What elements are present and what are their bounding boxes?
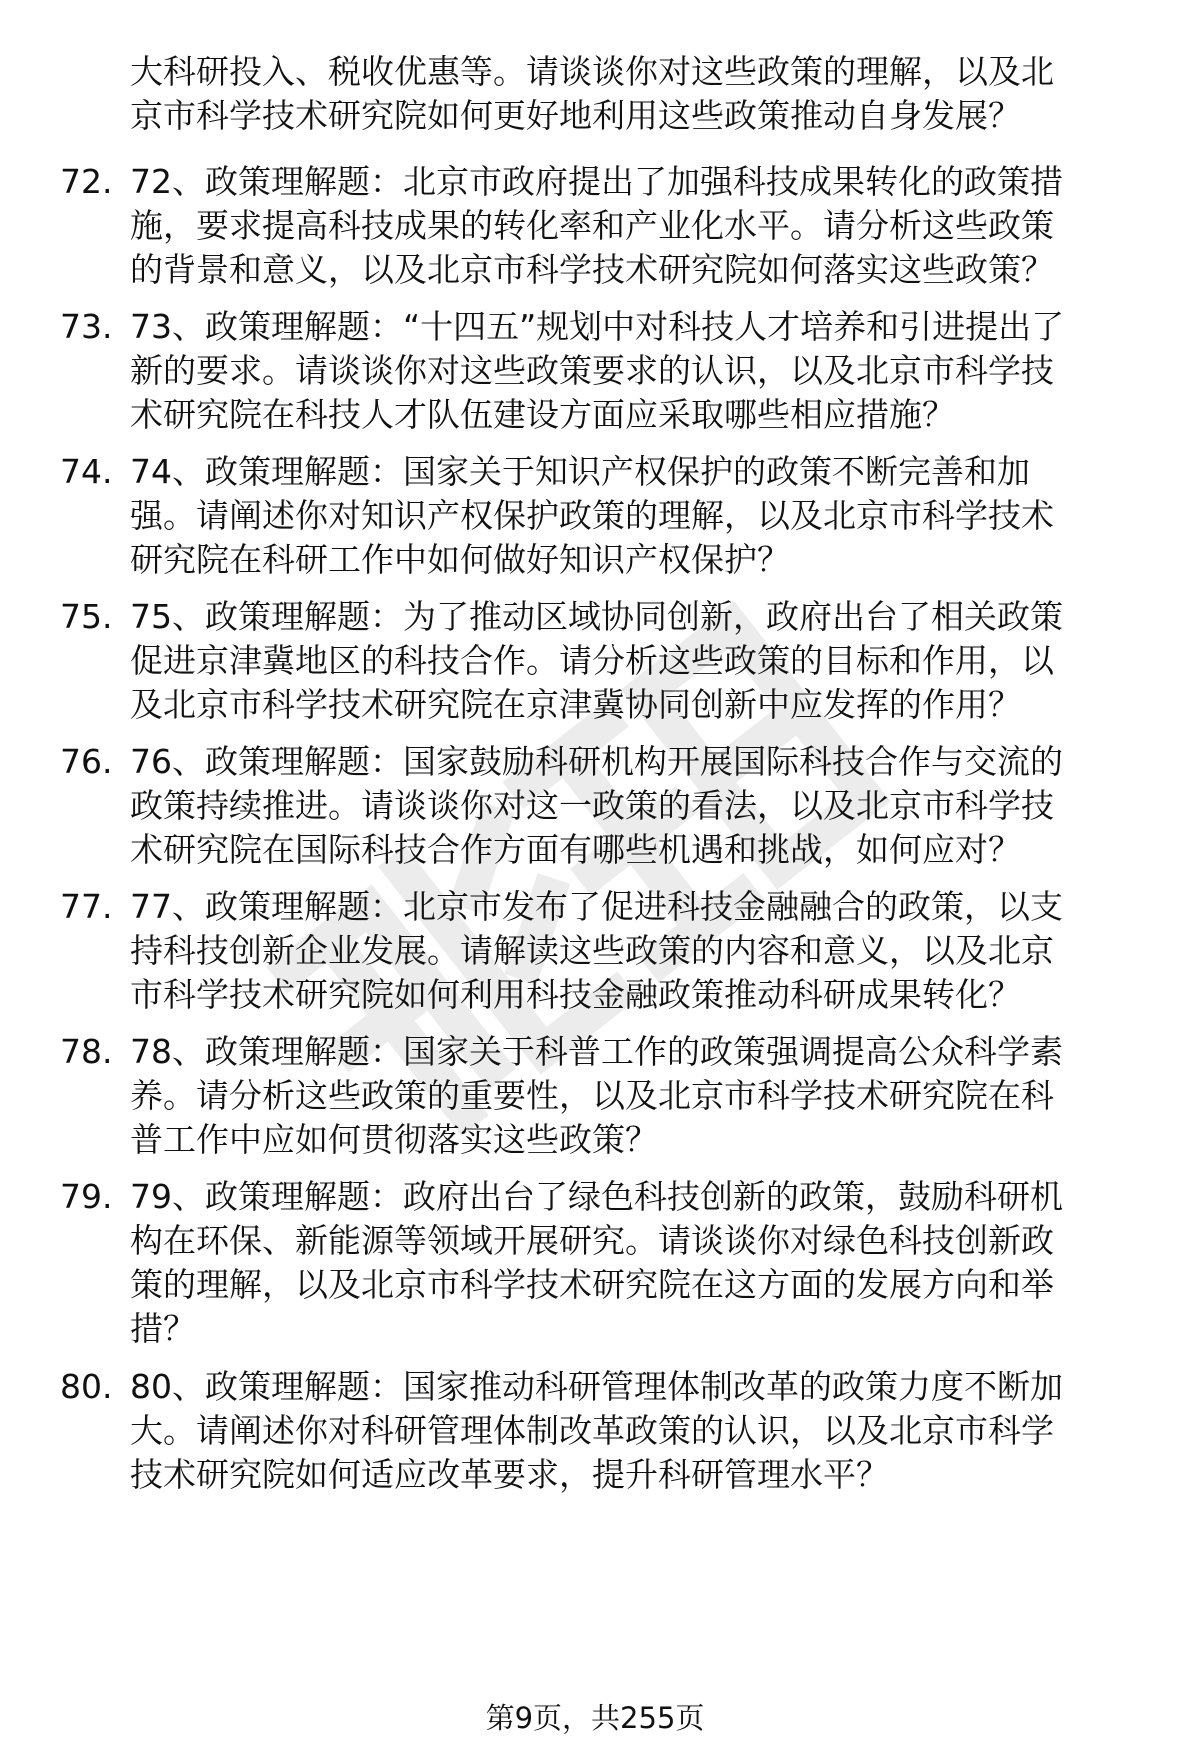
question-text [130, 1030, 1150, 1162]
question-line: 75、政策理解题：为了推动区域协同创新，政府出台了相关政策 [130, 597, 1063, 636]
question-line: 促进京津冀地区的科技合作。请分析这些政策的目标和作用，以 [130, 641, 1054, 680]
question-line: 76、政策理解题：国家鼓励科研机构开展国际科技合作与交流的 [130, 742, 1063, 781]
question-line: 养。请分析这些政策的重要性，以及北京市科学技术研究院在科 [130, 1076, 1054, 1115]
question-text [130, 305, 1150, 437]
question-line: 普工作中应如何贯彻落实这些政策？ [130, 1120, 658, 1159]
question-text [130, 595, 1150, 727]
question-line: 构在环保、新能源等领域开展研究。请谈谈你对绿色科技创新政 [130, 1221, 1054, 1260]
question-text [130, 1175, 1150, 1351]
question-number: 77. [60, 887, 113, 926]
question-line: 策的理解，以及北京市科学技术研究院在这方面的发展方向和举 [130, 1265, 1054, 1304]
question-text [130, 885, 1150, 1017]
question-number: 79. [60, 1177, 113, 1216]
question-line: 78、政策理解题：国家关于科普工作的政策强调提高公众科学素 [130, 1032, 1063, 1071]
question-number: 76. [60, 742, 113, 781]
question-line: 术研究院在国际科技合作方面有哪些机遇和挑战，如何应对？ [130, 830, 1021, 869]
question-number: 73. [60, 307, 113, 346]
question-text [130, 1365, 1150, 1497]
question-line: 术研究院在科技人才队伍建设方面应采取哪些相应措施？ [130, 395, 955, 434]
question-text [130, 160, 1150, 292]
question-line: 政策持续推进。请谈谈你对这一政策的看法，以及北京市科学技 [130, 786, 1054, 825]
question-line: 大。请阐述你对科研管理体制改革政策的认识，以及北京市科学 [130, 1411, 1054, 1450]
question-line: 72、政策理解题：北京市政府提出了加强科技成果转化的政策措 [130, 162, 1063, 201]
question-line: 及北京市科学技术研究院在京津冀协同创新中应发挥的作用？ [130, 685, 1021, 724]
intro-line: 京市科学技术研究院如何更好地利用这些政策推动自身发展？ [130, 96, 1021, 135]
question-line: 措？ [130, 1309, 196, 1348]
question-line: 77、政策理解题：北京市发布了促进科技金融融合的政策，以支 [130, 887, 1063, 926]
question-line: 施，要求提高科技成果的转化率和产业化水平。请分析这些政策 [130, 206, 1054, 245]
question-line: 研究院在科研工作中如何做好知识产权保护？ [130, 540, 790, 579]
question-number: 72. [60, 162, 113, 201]
question-line: 市科学技术研究院如何利用科技金融政策推动科研成果转化？ [130, 975, 1021, 1014]
question-line: 79、政策理解题：政府出台了绿色科技创新的政策，鼓励科研机 [130, 1177, 1063, 1216]
question-line: 新的要求。请谈谈你对这些政策要求的认识，以及北京市科学技 [130, 351, 1054, 390]
page-number-label: 第9页，共255页 [485, 1701, 705, 1735]
question-line: 73、政策理解题：“十四五”规划中对科技人才培养和引进提出了 [130, 307, 1065, 346]
question-line: 强。请阐述你对知识产权保护政策的理解，以及北京市科学技术 [130, 496, 1054, 535]
question-text [130, 740, 1150, 872]
question-line: 的背景和意义，以及北京市科学技术研究院如何落实这些政策？ [130, 250, 1054, 289]
question-line: 技术研究院如何适应改革要求，提升科研管理水平？ [130, 1455, 889, 1494]
question-line: 74、政策理解题：国家关于知识产权保护的政策不断完善和加 [130, 452, 1030, 491]
intro-line: 大科研投入、税收优惠等。请谈谈你对这些政策的理解，以及北 [130, 52, 1054, 91]
question-number: 80. [60, 1367, 113, 1406]
question-number: 78. [60, 1032, 113, 1071]
question-number: 75. [60, 597, 113, 636]
intro-paragraph [130, 50, 1150, 138]
page-footer [0, 1700, 1190, 1736]
question-line: 持科技创新企业发展。请解读这些政策的内容和意义，以及北京 [130, 931, 1054, 970]
question-number: 74. [60, 452, 113, 491]
question-line: 80、政策理解题：国家推动科研管理体制改革的政策力度不断加 [130, 1367, 1063, 1406]
question-text [130, 450, 1150, 582]
